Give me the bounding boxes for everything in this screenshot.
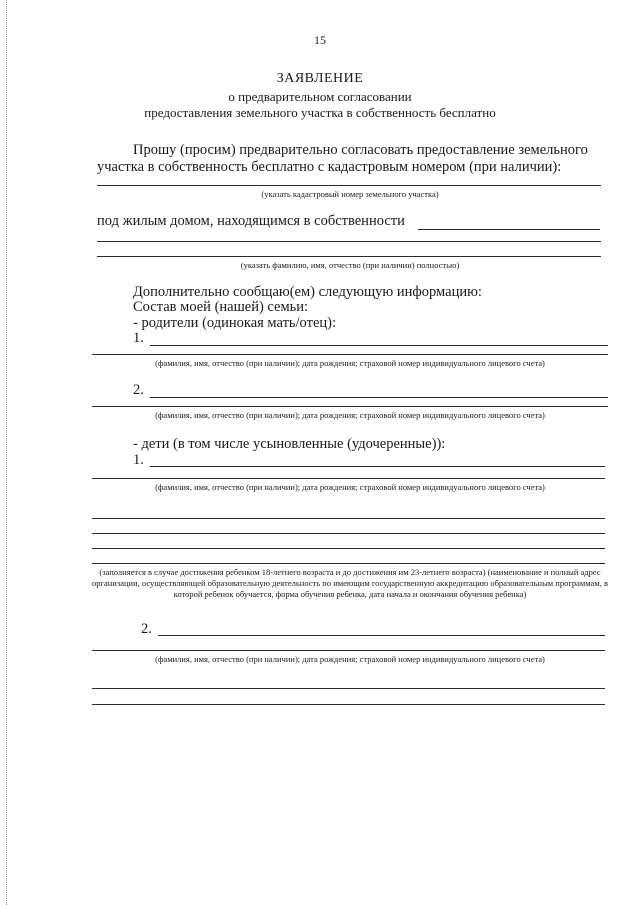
caption-education: (заполняется в случае достижения ребенком 18-летнего возраста и до достижения им 23-летнего возраста) (наименование и полный адрес организации, осуществляющей образовательную деятельность по имеющим государственную аккредитацию образовательным программам, в которой ребенок обучается, форма обучения ребенка, дата начала и окончания обучения ребенка) — [92, 567, 608, 599]
child-2-extra-line-1[interactable] — [92, 688, 605, 689]
caption-child-1: (фамилия, имя, отчество (при наличии); дата рождения; страховой номер индивидуального лицевого счета) — [155, 482, 545, 492]
child-2-field-line-2[interactable] — [92, 650, 605, 651]
cadastral-number-field[interactable] — [97, 185, 601, 186]
request-text-line-2: участка в собственность бесплатно с кадастровым номером (при наличии): — [97, 159, 562, 175]
parent-1-field-line-1[interactable] — [150, 345, 608, 346]
binding-margin-line — [6, 0, 7, 905]
child-1-field-line-2[interactable] — [92, 478, 605, 479]
parent-2-number: 2. — [133, 382, 144, 398]
caption-child-2: (фамилия, имя, отчество (при наличии); дата рождения; страховой номер индивидуального лицевого счета) — [155, 654, 545, 664]
document-title: ЗАЯВЛЕНИЕ — [276, 71, 364, 86]
parent-1-field-line-2[interactable] — [92, 354, 608, 355]
child-2-number: 2. — [141, 621, 152, 637]
parents-heading: - родители (одинокая мать/отец): — [133, 315, 336, 331]
family-composition-text: Состав моей (нашей) семьи: — [133, 299, 309, 315]
caption-parent-1: (фамилия, имя, отчество (при наличии); дата рождения; страховой номер индивидуального лицевого счета) — [155, 358, 545, 368]
parent-1-number: 1. — [133, 330, 144, 346]
caption-owner-name: (указать фамилию, имя, отчество (при наличии) полностью) — [240, 260, 460, 270]
child-1-education-line-4[interactable] — [92, 563, 605, 564]
request-text-line-1: Прошу (просим) предварительно согласовать предоставление земельного — [133, 142, 588, 158]
child-2-extra-line-2[interactable] — [92, 704, 605, 705]
parent-2-field-line-2[interactable] — [92, 406, 608, 407]
child-1-field-line-1[interactable] — [150, 466, 605, 467]
child-1-number: 1. — [133, 452, 144, 468]
children-heading: - дети (в том числе усыновленные (удочеренные)): — [133, 436, 446, 452]
owner-field-line-3[interactable] — [97, 256, 601, 257]
owner-field-line-1[interactable] — [418, 229, 600, 230]
page-number: 15 — [314, 33, 326, 47]
child-1-education-line-2[interactable] — [92, 533, 605, 534]
document-subtitle-line-1: о предварительном согласовании — [228, 89, 412, 104]
caption-parent-2: (фамилия, имя, отчество (при наличии); дата рождения; страховой номер индивидуального лицевого счета) — [155, 410, 545, 420]
owner-field-line-2[interactable] — [97, 241, 601, 242]
child-1-education-line-3[interactable] — [92, 548, 605, 549]
house-ownership-text: под жилым домом, находящимся в собственности — [97, 213, 405, 229]
child-2-field-line-1[interactable] — [158, 635, 605, 636]
parent-2-field-line-1[interactable] — [150, 397, 608, 398]
document-subtitle-line-2: предоставления земельного участка в собственность бесплатно — [144, 105, 496, 120]
child-1-education-line-1[interactable] — [92, 518, 605, 519]
caption-cadastral-number: (указать кадастровый номер земельного участка) — [261, 189, 439, 199]
additional-info-text: Дополнительно сообщаю(ем) следующую информацию: — [133, 284, 482, 300]
